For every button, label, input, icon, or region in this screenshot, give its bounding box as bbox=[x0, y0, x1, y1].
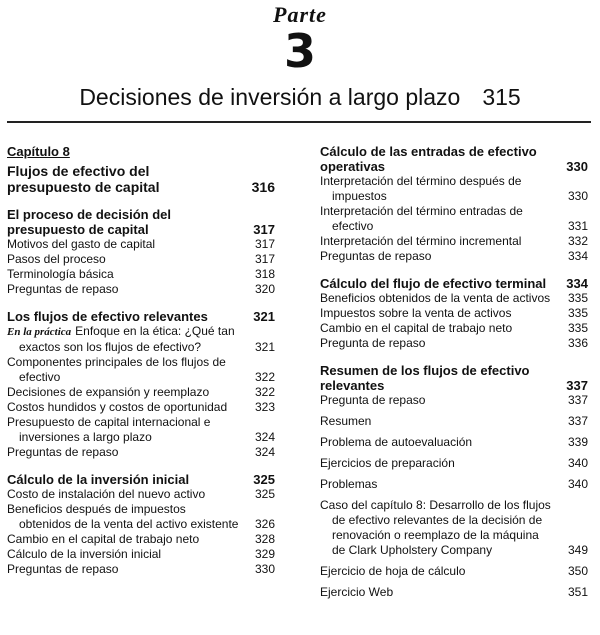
toc-entry[interactable]: Terminología básica 318 bbox=[7, 267, 275, 281]
section-heading[interactable]: Cálculo de la inversión inicial 325 bbox=[7, 472, 275, 487]
toc-entry[interactable]: Preguntas de repaso 334 bbox=[320, 249, 588, 263]
toc-entry[interactable]: Pregunta de repaso 337 bbox=[320, 393, 588, 407]
chapter-label: Capítulo 8 bbox=[7, 144, 70, 159]
toc-entry[interactable]: Costo de instalación del nuevo activo 325 bbox=[7, 487, 275, 501]
toc-entry[interactable]: Problemas 340 bbox=[320, 477, 588, 491]
part-title-text: Decisiones de inversión a largo plazo bbox=[79, 84, 461, 110]
toc-entry[interactable]: Caso del capítulo 8: Desarrollo de los flujos de efectivo relevantes de la decisión de renovación o reemplazo de la máquina de Clark Upholstery Company 349 bbox=[320, 498, 588, 557]
part-label: Parte bbox=[273, 2, 327, 27]
section-heading[interactable]: Cálculo del flujo de efectivo terminal 334 bbox=[320, 276, 588, 291]
chapter-title[interactable] bbox=[7, 163, 275, 195]
toc-left-column bbox=[7, 144, 275, 577]
toc-entry[interactable]: Presupuesto de capital internacional e inversiones a largo plazo 324 bbox=[7, 415, 275, 444]
section-heading[interactable]: Resumen de los flujos de efectivo relevantes 337 bbox=[320, 363, 588, 393]
toc-entry[interactable]: Pregunta de repaso 336 bbox=[320, 336, 588, 350]
toc-entry[interactable]: Cambio en el capital de trabajo neto 335 bbox=[320, 321, 588, 335]
toc-entry[interactable]: Pasos del proceso 317 bbox=[7, 252, 275, 266]
practice-entry[interactable]: En la práctica Enfoque en la ética: ¿Qué tan exactos son los flujos de efectivo? 321 bbox=[7, 324, 275, 354]
toc-entry[interactable]: Componentes principales de los flujos de efectivo 322 bbox=[7, 355, 275, 384]
toc-entry[interactable]: Cálculo de la inversión inicial 329 bbox=[7, 547, 275, 561]
toc-entry[interactable]: Motivos del gasto de capital 317 bbox=[7, 237, 275, 251]
part-number: 3 bbox=[283, 24, 316, 78]
part-title-page: 315 bbox=[482, 84, 521, 110]
toc-entry[interactable]: Interpretación del término entradas de efectivo 331 bbox=[320, 204, 588, 233]
toc-entry[interactable]: Ejercicios de preparación 340 bbox=[320, 456, 588, 470]
practice-label: En la práctica bbox=[7, 326, 72, 338]
section-heading[interactable]: El proceso de decisión del presupuesto de capital 317 bbox=[7, 207, 275, 237]
toc-entry[interactable]: Resumen 337 bbox=[320, 414, 588, 428]
toc-entry[interactable]: Impuestos sobre la venta de activos 335 bbox=[320, 306, 588, 320]
toc-entry[interactable]: Preguntas de repaso 330 bbox=[7, 562, 275, 576]
toc-entry[interactable]: Problema de autoevaluación 339 bbox=[320, 435, 588, 449]
header-rule bbox=[7, 121, 591, 123]
toc-entry[interactable]: Costos hundidos y costos de oportunidad 323 bbox=[7, 400, 275, 414]
toc-entry[interactable]: Decisiones de expansión y reemplazo 322 bbox=[7, 385, 275, 399]
section-heading[interactable]: Cálculo de las entradas de efectivo operativas 330 bbox=[320, 144, 588, 174]
toc-entry[interactable]: Interpretación del término después de impuestos 330 bbox=[320, 174, 588, 203]
toc-entry[interactable]: Ejercicio Web 351 bbox=[320, 585, 588, 599]
chapter-title-text: Flujos de efectivo del presupuesto de capital bbox=[7, 163, 160, 195]
part-title bbox=[0, 84, 600, 111]
chapter-page: 316 bbox=[251, 179, 275, 195]
toc-entry[interactable]: Preguntas de repaso 324 bbox=[7, 445, 275, 459]
toc-entry[interactable]: Interpretación del término incremental 332 bbox=[320, 234, 588, 248]
toc-entry[interactable]: Beneficios obtenidos de la venta de activos 335 bbox=[320, 291, 588, 305]
practice-text: Enfoque en la ética: ¿Qué tan exactos son los flujos de efectivo? bbox=[19, 324, 235, 354]
toc-right-column bbox=[320, 144, 588, 600]
toc-entry[interactable]: Cambio en el capital de trabajo neto 328 bbox=[7, 532, 275, 546]
section-heading[interactable]: Los flujos de efectivo relevantes 321 bbox=[7, 309, 275, 324]
toc-entry[interactable]: Ejercicio de hoja de cálculo 350 bbox=[320, 564, 588, 578]
toc-entry[interactable]: Preguntas de repaso 320 bbox=[7, 282, 275, 296]
toc-entry[interactable]: Beneficios después de impuestos obtenidos de la venta del activo existente 326 bbox=[7, 502, 275, 531]
